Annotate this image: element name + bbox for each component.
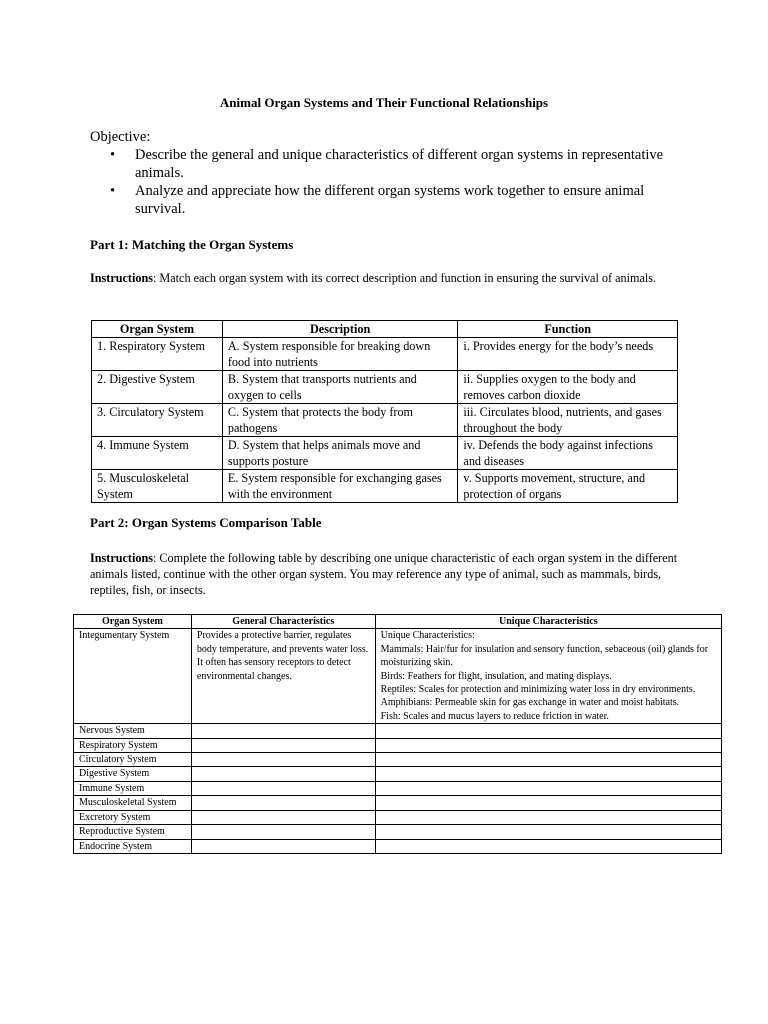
blank-cell[interactable] — [191, 724, 375, 738]
bullet-icon: • — [110, 183, 116, 199]
table-cell: Provides a protective barrier, regulates body temperature, and prevents water loss. It often has sensory receptors to detect environmental changes. — [191, 629, 375, 724]
blank-cell[interactable] — [191, 796, 375, 810]
part2-instructions — [90, 550, 680, 598]
instructions-text: : Match each organ system with its correct description and function in ensuring the survival of animals. — [152, 271, 657, 285]
blank-cell[interactable] — [375, 839, 721, 853]
table-header-row — [92, 321, 678, 338]
instructions-label: Instructions — [90, 271, 153, 285]
blank-cell[interactable] — [191, 738, 375, 752]
table-row — [74, 839, 722, 853]
blank-cell[interactable] — [375, 753, 721, 767]
table-cell: 4. Immune System — [92, 437, 223, 470]
table-cell: iv. Defends the body against infections and diseases — [458, 437, 678, 470]
table-row — [74, 629, 722, 724]
column-header: Organ System — [92, 321, 223, 338]
table-row — [74, 724, 722, 738]
table-cell: C. System that protects the body from pathogens — [222, 404, 458, 437]
blank-cell[interactable] — [191, 825, 375, 839]
comparison-table — [73, 614, 722, 854]
blank-cell[interactable] — [191, 781, 375, 795]
table-row — [92, 371, 678, 404]
table-cell: ii. Supplies oxygen to the body and removes carbon dioxide — [458, 371, 678, 404]
table-row — [74, 753, 722, 767]
blank-cell[interactable] — [191, 767, 375, 781]
table-cell: B. System that transports nutrients and oxygen to cells — [222, 371, 458, 404]
table-cell: D. System that helps animals move and supports posture — [222, 437, 458, 470]
table-cell: Musculoskeletal System — [74, 796, 192, 810]
blank-cell[interactable] — [191, 839, 375, 853]
objective-bullet: • Describe the general and unique characteristics of different organ systems in representative animals. — [110, 147, 664, 181]
blank-cell[interactable] — [191, 753, 375, 767]
table-row — [74, 767, 722, 781]
table-cell — [375, 629, 721, 724]
column-header: General Characteristics — [191, 615, 375, 629]
column-header: Organ System — [74, 615, 192, 629]
table-cell: Digestive System — [74, 767, 192, 781]
table-cell: Endocrine System — [74, 839, 192, 853]
unique-line: Birds: Feathers for flight, insulation, and mating displays. — [380, 670, 612, 682]
table-cell: Nervous System — [74, 724, 192, 738]
table-row — [74, 781, 722, 795]
table-cell: E. System responsible for exchanging gases with the environment — [222, 470, 458, 503]
column-header: Description — [222, 321, 458, 338]
blank-cell[interactable] — [375, 781, 721, 795]
column-header: Unique Characteristics — [375, 615, 721, 629]
table-cell: iii. Circulates blood, nutrients, and gases throughout the body — [458, 404, 678, 437]
table-row — [92, 404, 678, 437]
objective-list — [110, 146, 670, 218]
table-cell: 2. Digestive System — [92, 371, 223, 404]
blank-cell[interactable] — [191, 810, 375, 824]
blank-cell[interactable] — [375, 767, 721, 781]
blank-cell[interactable] — [375, 738, 721, 752]
column-header: Function — [458, 321, 678, 338]
bullet-icon: • — [110, 147, 116, 163]
table-cell: 3. Circulatory System — [92, 404, 223, 437]
table-cell: 1. Respiratory System — [92, 338, 223, 371]
table-row — [92, 437, 678, 470]
blank-cell[interactable] — [375, 810, 721, 824]
blank-cell[interactable] — [375, 825, 721, 839]
unique-line: Mammals: Hair/fur for insulation and sensory function, sebaceous (oil) glands for moisturizing skin. — [380, 643, 709, 669]
table-row — [92, 470, 678, 503]
table-cell: Integumentary System — [74, 629, 192, 724]
instructions-label: Instructions — [90, 551, 153, 565]
table-cell: Immune System — [74, 781, 192, 795]
table-cell: Excretory System — [74, 810, 192, 824]
document-title: Animal Organ Systems and Their Functional Relationships — [219, 95, 549, 110]
part2-heading: Part 2: Organ Systems Comparison Table — [90, 515, 322, 530]
matching-table — [91, 320, 678, 503]
table-row — [74, 825, 722, 839]
unique-line: Unique Characteristics: — [380, 630, 475, 642]
table-row — [92, 338, 678, 371]
table-cell: i. Provides energy for the body’s needs — [458, 338, 678, 371]
blank-cell[interactable] — [375, 724, 721, 738]
table-cell: Circulatory System — [74, 753, 192, 767]
table-header-row — [74, 615, 722, 629]
table-cell: A. System responsible for breaking down food into nutrients — [222, 338, 458, 371]
unique-line: Reptiles: Scales for protection and minimizing water loss in dry environments. — [380, 684, 696, 696]
table-row — [74, 810, 722, 824]
blank-cell[interactable] — [375, 796, 721, 810]
part1-heading: Part 1: Matching the Organ Systems — [90, 237, 294, 252]
table-cell: 5. Musculoskeletal System — [92, 470, 223, 503]
table-cell: Reproductive System — [74, 825, 192, 839]
table-cell: Respiratory System — [74, 738, 192, 752]
part1-instructions — [90, 270, 680, 286]
instructions-text: : Complete the following table by describing one unique characteristic of each organ system in the different animals listed, continue with the other organ system. You may reference any type of animal, such as mammals, birds, reptiles, fish, or insects. — [90, 551, 678, 597]
table-row — [74, 796, 722, 810]
table-row — [74, 738, 722, 752]
unique-line: Amphibians: Permeable skin for gas exchange in water and moist habitats. — [380, 697, 680, 709]
unique-line: Fish: Scales and mucus layers to reduce friction in water. — [380, 710, 609, 722]
objective-label: Objective: — [90, 129, 151, 145]
objective-bullet: • Analyze and appreciate how the different organ systems work together to ensure animal survival. — [110, 183, 645, 217]
table-cell: v. Supports movement, structure, and protection of organs — [458, 470, 678, 503]
